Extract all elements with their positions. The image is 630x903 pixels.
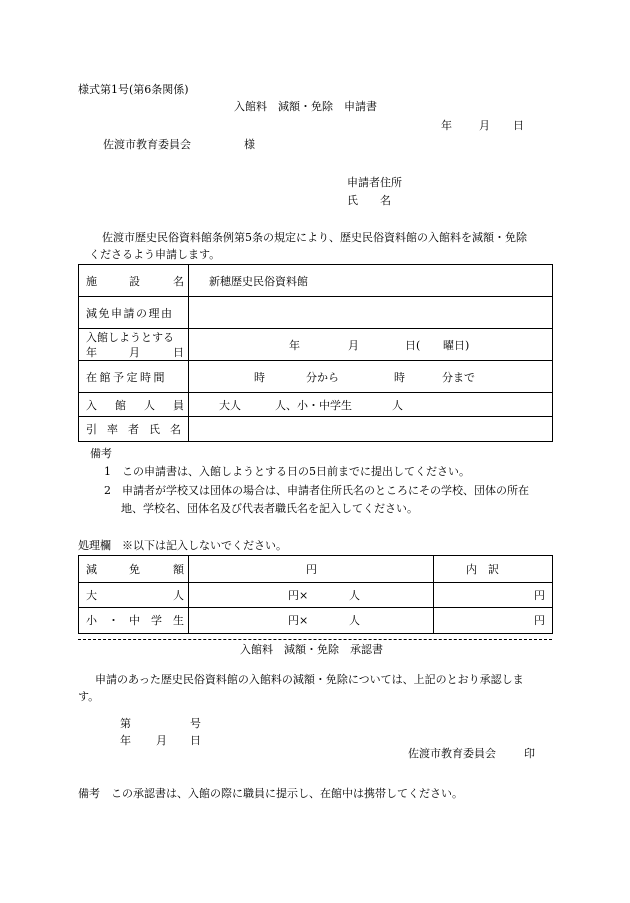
note-1: 1 この申請書は、入館しようとする日の5日前までに提出してください。: [104, 465, 470, 478]
stay-time-field[interactable]: 時 分から 時 分まで: [189, 361, 553, 393]
note-2-line-2: 地、学校名、団体名及び代表者職氏名を記入してください。: [121, 502, 418, 515]
student-calc-field[interactable]: 円× 人: [189, 608, 434, 634]
visitors-field[interactable]: 大人 人、小・中学生 人: [189, 393, 553, 417]
reduction-amount-label: 減 免 額: [79, 556, 189, 583]
leader-name-label: 引率者氏名: [79, 417, 189, 442]
table-row: [79, 393, 553, 417]
addressee: 佐渡市教育委員会: [103, 138, 191, 151]
visit-date-label: 入館しようとする 年 月 日: [79, 329, 189, 361]
processing-label: 処理欄 ※以下は記入しないでください。: [78, 539, 287, 552]
approval-issuer: 佐渡市教育委員会: [408, 747, 496, 760]
intro-line-1: 佐渡市歴史民俗資料館条例第5条の規定により、歴史民俗資料館の入館料を減額・免除: [102, 231, 527, 244]
application-title: 入館料 減額・免除 申請書: [234, 100, 377, 113]
table-row: [79, 417, 553, 442]
table-row: [79, 329, 553, 361]
approval-body-line-1: 申請のあった歴史民俗資料館の入館料の減額・免除については、上記のとおり承認しま: [95, 673, 524, 686]
applicant-address-label: 申請者住所: [347, 176, 402, 189]
reason-label: 減免申請の理由: [79, 297, 189, 329]
reason-field[interactable]: [189, 297, 553, 329]
approval-seal: 印: [524, 747, 535, 760]
approval-date-day: 日: [190, 734, 201, 747]
application-table: [78, 264, 553, 442]
student-label: 小 ・ 中 学 生: [79, 608, 189, 634]
form-number: 様式第1号(第6条関係): [78, 83, 189, 96]
applicant-name-label: 氏 名: [347, 194, 391, 207]
table-row: [79, 265, 553, 297]
date-year: 年: [441, 119, 452, 132]
table-row: [79, 556, 553, 583]
approval-number-prefix: 第: [120, 717, 131, 730]
visit-date-field[interactable]: 年 月 日( 曜日): [189, 329, 553, 361]
date-month: 月: [479, 119, 490, 132]
approval-date-year: 年: [120, 734, 131, 747]
visitors-label: 入 館 人 員: [79, 393, 189, 417]
breakdown-header: 内 訳: [434, 556, 553, 583]
table-row: [79, 583, 553, 608]
approval-body-line-2: す。: [78, 690, 100, 703]
leader-name-field[interactable]: [189, 417, 553, 442]
note-2-line-1: 2 申請者が学校又は団体の場合は、申請者住所氏名のところにその学校、団体の所在: [104, 484, 529, 497]
approval-note: 備考 この承認書は、入館の際に職員に提示し、在館中は携帯してください。: [78, 787, 463, 800]
facility-label: 施 設 名: [79, 265, 189, 297]
reduction-amount-field[interactable]: 円: [189, 556, 434, 583]
adult-calc-field[interactable]: 円× 人: [189, 583, 434, 608]
stay-time-label: 在館予定時間: [79, 361, 189, 393]
cut-line-divider: [78, 639, 552, 640]
honorific: 様: [244, 138, 255, 151]
table-row: [79, 297, 553, 329]
facility-value: 新穂歴史民俗資料館: [189, 265, 553, 297]
table-row: [79, 361, 553, 393]
adult-label: 大 人: [79, 583, 189, 608]
approval-title: 入館料 減額・免除 承認書: [240, 643, 383, 656]
approval-number-suffix: 号: [190, 717, 201, 730]
intro-line-2: くださるよう申請します。: [89, 248, 221, 261]
approval-date-month: 月: [156, 734, 167, 747]
notes-heading: 備考: [90, 447, 112, 460]
adult-total-field[interactable]: 円: [434, 583, 553, 608]
student-total-field[interactable]: 円: [434, 608, 553, 634]
table-row: [79, 608, 553, 634]
processing-table: [78, 555, 553, 634]
date-day: 日: [513, 119, 524, 132]
